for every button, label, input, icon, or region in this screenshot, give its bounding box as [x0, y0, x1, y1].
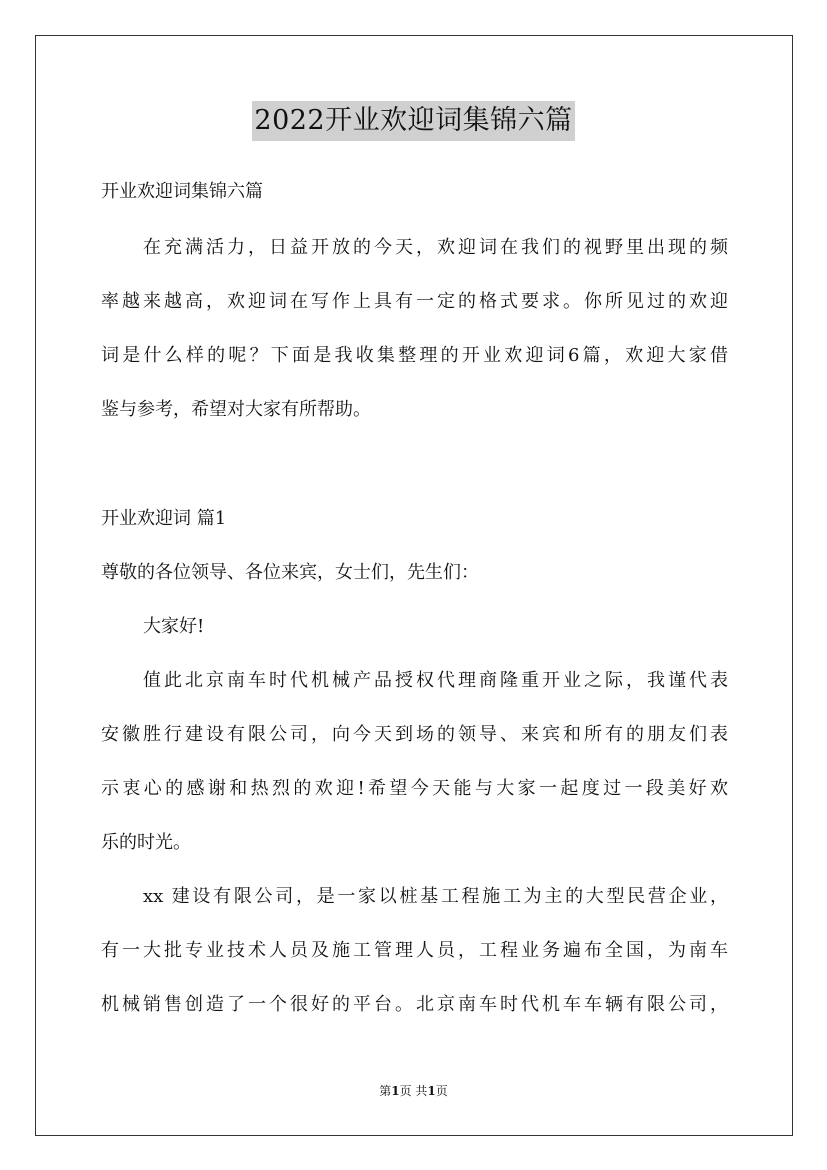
- intro-line-2: 率越来越高，欢迎词在写作上具有一定的格式要求。你所见过的欢迎: [101, 291, 728, 312]
- salutation: 尊敬的各位领导、各位来宾，女士们，先生们：: [101, 562, 479, 583]
- para1-line-3: 示衷心的感谢和热烈的欢迎!希望今天能与大家一起度过一段美好欢: [101, 778, 728, 799]
- footer-total-pages: 1: [427, 1084, 436, 1098]
- para1-line-4: 乐的时光。: [101, 832, 191, 853]
- footer-suffix: 页: [435, 1084, 448, 1098]
- title-container: [0, 101, 827, 141]
- intro-line-4: 鉴与参考，希望对大家有所帮助。: [101, 399, 371, 420]
- section-heading: 开业欢迎词 篇1: [101, 508, 227, 529]
- footer-mid: 页 共: [399, 1084, 428, 1098]
- footer-current-page: 1: [391, 1084, 400, 1098]
- para1-line-2: 安徽胜行建设有限公司，向今天到场的领导、来宾和所有的朋友们表: [101, 724, 728, 745]
- greeting: 大家好!: [143, 616, 205, 637]
- document-title: 2022开业欢迎词集锦六篇: [252, 101, 574, 141]
- para1-line-1: 值此北京南车时代机械产品授权代理商隆重开业之际，我谨代表: [143, 670, 728, 691]
- para2-line-3: 机械销售创造了一个很好的平台。北京南车时代机车车辆有限公司，: [101, 994, 728, 1015]
- para2-line-1: xx 建设有限公司，是一家以桩基工程施工为主的大型民营企业，: [143, 886, 728, 907]
- para2-line-2: 有一大批专业技术人员及施工管理人员，工程业务遍布全国，为南车: [101, 940, 728, 961]
- intro-line-1: 在充满活力，日益开放的今天，欢迎词在我们的视野里出现的频: [143, 237, 728, 258]
- footer-prefix: 第: [379, 1084, 392, 1098]
- document-subtitle: 开业欢迎词集锦六篇: [101, 181, 263, 202]
- page-footer: [0, 1083, 827, 1099]
- intro-line-3: 词是什么样的呢？下面是我收集整理的开业欢迎词6篇，欢迎大家借: [101, 345, 728, 366]
